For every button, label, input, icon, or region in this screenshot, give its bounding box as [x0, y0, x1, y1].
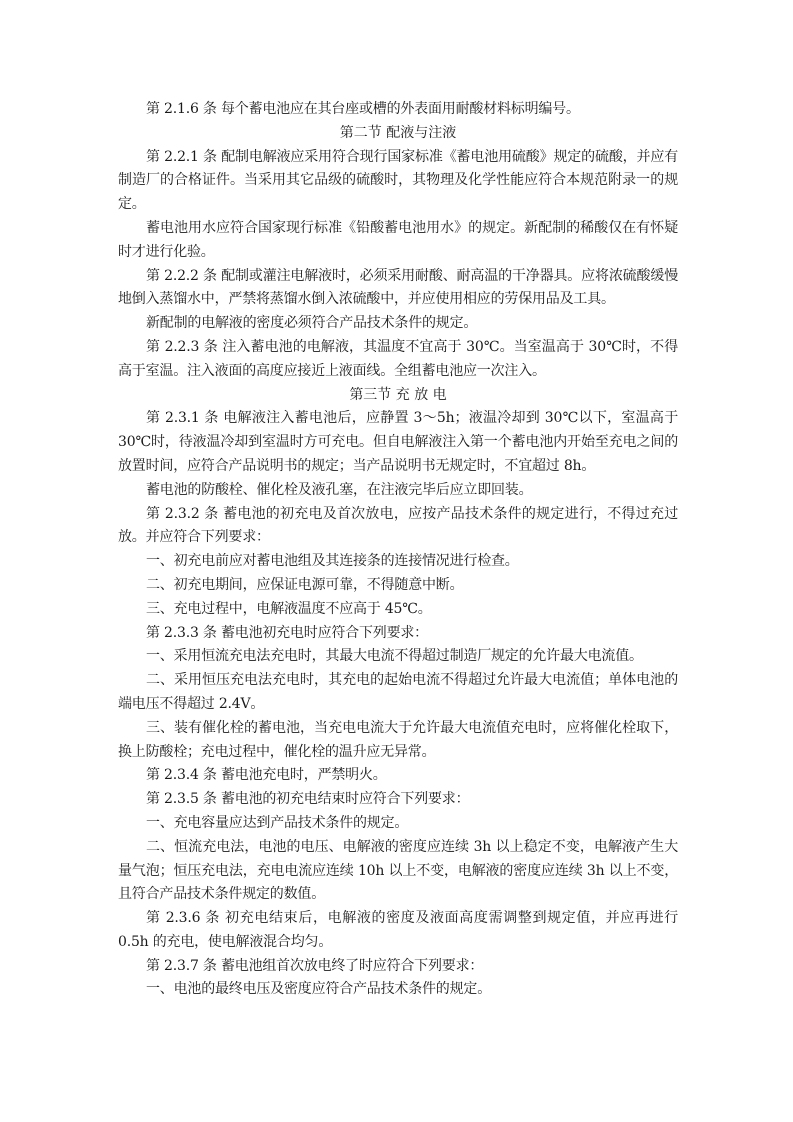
clause-2-3-3-item-1: 一、采用恒流充电法充电时，其最大电流不得超过制造厂规定的允许最大电流值。: [146, 648, 643, 665]
clause-2-2-3: 第 2.2.3 条 注入蓄电池的电解液，其温度不宜高于 30℃。当室温高于 30℃时，不得高于室温。注入液面的高度应接近上液面线。全组蓄电池应一次注入。: [118, 338, 678, 379]
section-heading-2: 第二节 配液与注液: [339, 124, 457, 141]
clause-2-3-2-item-3: 三、充电过程中，电解液温度不应高于 45℃。: [146, 600, 432, 617]
clause-2-3-7: 第 2.3.7 条 蓄电池组首次放电终了时应符合下列要求：: [146, 957, 484, 974]
clause-2-3-2: 第 2.3.2 条 蓄电池的初充电及首次放电，应按产品技术条件的规定进行，不得过充过放。并应符合下列要求：: [118, 505, 678, 546]
clause-2-3-5-item-2: 二、恒流充电法，电池的电压、电解液的密度应连续 3h 以上稳定不变，电解液产生大量气泡；恒压充电法，充电电流应连续 10h 以上不变，电解液的密度应连续 3h 以上不变，且符合产品技术条件规定的数值。: [118, 838, 678, 903]
clause-2-3-6: 第 2.3.6 条 初充电结束后，电解液的密度及液面高度需调整到规定值，并应再进行 0.5h 的充电，使电解液混合均匀。: [118, 910, 678, 950]
clause-2-3-5-item-1: 一、充电容量应达到产品技术条件的规定。: [146, 814, 409, 831]
clause-2-3-7-item-1: 一、电池的最终电压及密度应符合产品技术条件的规定。: [146, 981, 491, 998]
clause-2-3-3-item-3: 三、装有催化栓的蓄电池，当充电电流大于允许最大电流值充电时，应将催化栓取下，换上防酸栓；充电过程中，催化栓的温升应无异常。: [118, 719, 678, 760]
clause-2-3-3-item-2: 二、采用恒压充电法充电时，其充电的起始电流不得超过允许最大电流值；单体电池的端电压不得超过 2.4V。: [118, 672, 678, 712]
section-heading-3: 第三节 充 放 电: [349, 386, 447, 403]
document-body: [118, 98, 678, 1002]
clause-2-2-1: 第 2.2.1 条 配制电解液应采用符合现行国家标准《蓄电池用硫酸》规定的硫酸，并应有制造厂的合格证件。当采用其它品级的硫酸时，其物理及化学性能应符合本规范附录一的规定。: [118, 148, 678, 213]
clause-2-2-2: 第 2.2.2 条 配制或灌注电解液时，必须采用耐酸、耐高温的干净器具。应将浓硫酸缓慢地倒入蒸馏水中，严禁将蒸馏水倒入浓硫酸中，并应使用相应的劳保用品及工具。: [118, 267, 678, 308]
clause-2-3-2-item-2: 二、初充电期间，应保证电源可靠，不得随意中断。: [146, 576, 464, 593]
clause-2-3-1-plugs: 蓄电池的防酸栓、催化栓及液孔塞，在注液完毕后应立即回装。: [146, 481, 533, 498]
clause-2-3-3: 第 2.3.3 条 蓄电池初充电时应符合下列要求：: [146, 624, 428, 641]
clause-2-3-1: 第 2.3.1 条 电解液注入蓄电池后，应静置 3～5h；液温冷却到 30℃以下，室温高于 30℃时，待液温冷却到室温时方可充电。但自电解液注入第一个蓄电池内开始至充电之间的放置时间，应符合产品说明书的规定；当产品说明书无规定时，不宜超过 8h。: [118, 410, 678, 474]
clause-2-1-6: 第 2.1.6 条 每个蓄电池应在其台座或槽的外表面用耐酸材料标明编号。: [146, 101, 580, 117]
clause-2-3-4: 第 2.3.4 条 蓄电池充电时，严禁明火。: [146, 767, 387, 784]
clause-2-2-2-density: 新配制的电解液的密度必须符合产品技术条件的规定。: [146, 315, 478, 332]
clause-2-2-1-water: 蓄电池用水应符合国家现行标准《铅酸蓄电池用水》的规定。新配制的稀酸仅在有怀疑时才进行化验。: [118, 219, 678, 260]
clause-2-3-2-item-1: 一、初充电前应对蓄电池组及其连接条的连接情况进行检查。: [146, 553, 519, 570]
clause-2-3-5: 第 2.3.5 条 蓄电池的初充电结束时应符合下列要求：: [146, 791, 470, 808]
